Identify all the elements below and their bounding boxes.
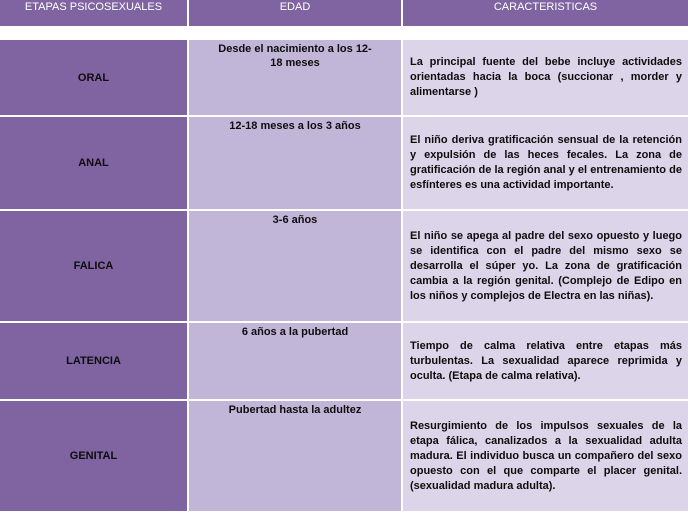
stage-cell: ORAL xyxy=(0,40,188,116)
header-stages-label: ETAPAS PSICOSEXUALES xyxy=(24,1,163,13)
header-gap xyxy=(0,26,688,40)
characteristics-cell: La principal fuente del bebe incluye actividades orientadas hacia la boca (succionar , morder y alimentarse ) xyxy=(402,40,688,116)
stage-cell: ANAL xyxy=(0,116,188,210)
table-row-falica xyxy=(0,210,688,322)
characteristics-cell: El niño se apega al padre del sexo opuesto y luego se identifica con el padre del mismo sexo se desarrolla el súper yo. La zona de gratificación cambia a la región genital. (Complejo de Edipo en los niños y complejos de Electra en las niñas). xyxy=(402,210,688,322)
table-row-genital xyxy=(0,400,688,512)
stage-cell: GENITAL xyxy=(0,400,188,512)
stage-cell: LATENCIA xyxy=(0,322,188,400)
characteristics-cell: Tiempo de calma relativa entre etapas más turbulentas. La sexualidad aparece reprimida y oculta. (Etapa de calma relativa). xyxy=(402,322,688,400)
age-cell: 12-18 meses a los 3 años xyxy=(188,116,402,210)
header-age-label: EDAD xyxy=(279,1,311,13)
stage-cell: FALICA xyxy=(0,210,188,322)
header-characteristics-label: CARACTERISTICAS xyxy=(493,1,598,13)
header-age xyxy=(188,0,402,26)
age-cell: Pubertad hasta la adultez xyxy=(188,400,402,512)
header-characteristics xyxy=(402,0,688,26)
table-row-oral xyxy=(0,40,688,116)
table-row-anal xyxy=(0,116,688,210)
header-row xyxy=(0,0,688,26)
header-stages xyxy=(0,0,188,26)
characteristics-cell: Resurgimiento de los impulsos sexuales de la etapa fálica, canalizados a la sexualidad adulta madura. El individuo busca un compañero del sexo opuesto con el que comparte el placer genital.(sexualidad madura adulta). xyxy=(402,400,688,512)
characteristics-cell: El niño deriva gratificación sensual de la retención y expulsión de las heces fecales. La zona de gratificación de la región anal y el entrenamiento de esfínteres es una actividad importante. xyxy=(402,116,688,210)
age-cell: 6 años a la pubertad xyxy=(188,322,402,400)
age-cell: Desde el nacimiento a los 12-18 meses xyxy=(188,40,402,116)
table-row-latencia xyxy=(0,322,688,400)
age-cell: 3-6 años xyxy=(188,210,402,322)
